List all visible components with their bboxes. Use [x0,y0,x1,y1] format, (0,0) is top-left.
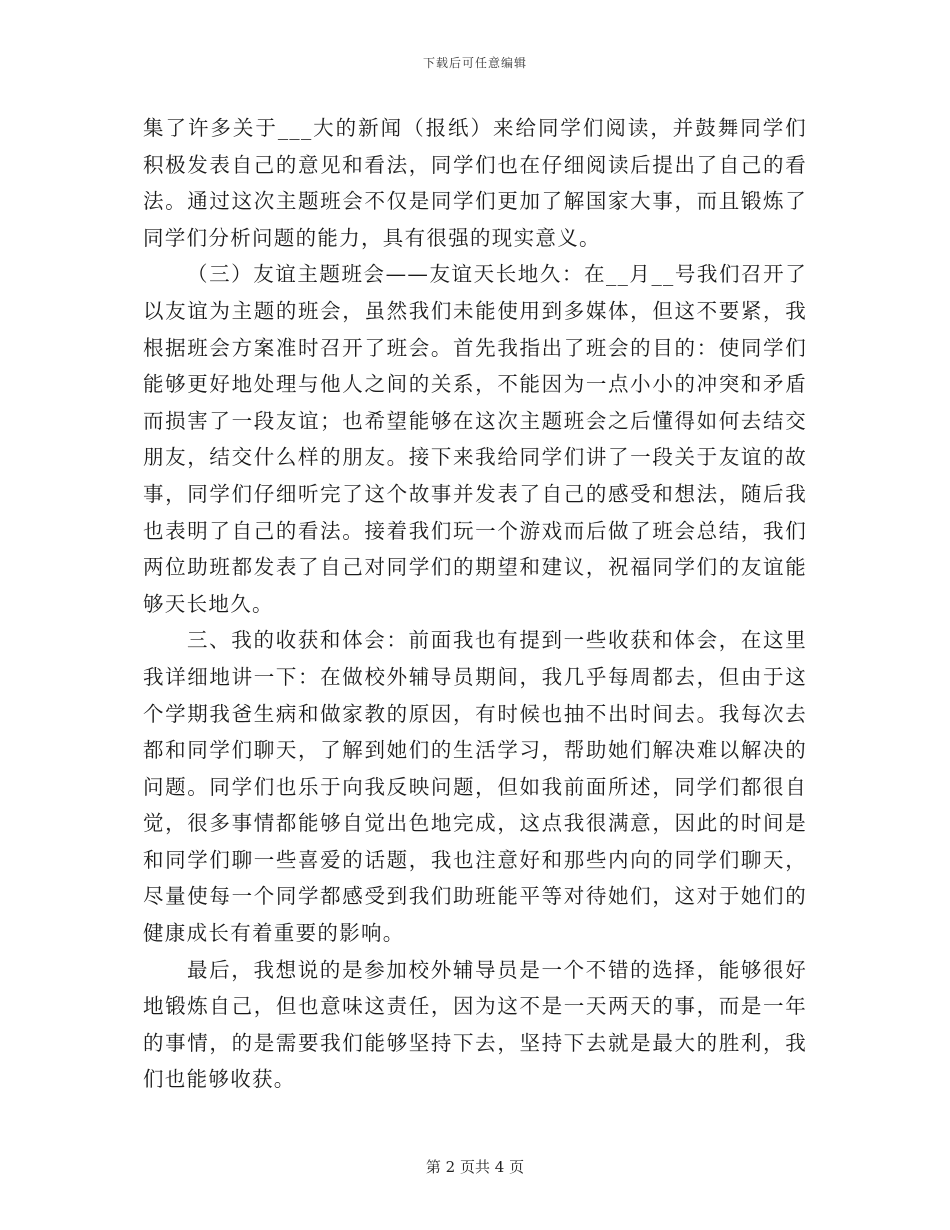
paragraph-friendship-class-meeting: （三）友谊主题班会——友谊天长地久：在__月__号我们召开了以友谊为主题的班会，虽然我们未能使用到多媒体，但这不要紧，我根据班会方案准时召开了班会。首先我指出了班会的目的：使同学们能够更好地处理与他人之间的关系，不能因为一点小小的冲突和矛盾而损害了一段友谊；也希望能够在这次主题班会之后懂得如何去结交朋友，结交什么样的朋友。接下来我给同学们讲了一段关于友谊的故事，同学们仔细听完了这个故事并发表了自己的感受和想法，随后我也表明了自己的看法。接着我们玩一个游戏而后做了班会总结，我们两位助班都发表了自己对同学们的期望和建议，祝福同学们的友谊能够天长地久。 [143,262,807,616]
paragraph-gains-and-experience: 三、我的收获和体会：前面我也有提到一些收获和体会，在这里我详细地讲一下：在做校外辅导员期间，我几乎每周都去，但由于这个学期我爸生病和做家教的原因，有时候也抽不出时间去。我每次去都和同学们聊天，了解到她们的生活学习，帮助她们解决难以解决的问题。同学们也乐于向我反映问题，但如我前面所述，同学们都很自觉，很多事情都能够自觉出色地完成，这点我很满意，因此的时间是和同学们聊一些喜爱的话题，我也注意好和那些内向的同学们聊天，尽量使每一个同学都感受到我们助班能平等对待她们，这对于她们的健康成长有着重要的影响。 [143,628,807,946]
page-number-footer: 第 2 页共 4 页 [425,1158,525,1176]
page-header: 下载后可任意编辑 [422,56,527,70]
document-body [143,110,807,1098]
paragraph-news-reading: 集了许多关于___大的新闻（报纸）来给同学们阅读，并鼓舞同学们积极发表自己的意见和看法，同学们也在仔细阅读后提出了自己的看法。通过这次主题班会不仅是同学们更加了解国家大事，而且锻炼了同学们分析问题的能力，具有很强的现实意义。 [143,116,807,250]
paragraph-conclusion: 最后，我想说的是参加校外辅导员是一个不错的选择，能够很好地锻炼自己，但也意味这责任，因为这不是一天两天的事，而是一年的事情，的是需要我们能够坚持下去，坚持下去就是最大的胜利，我们也能够收获。 [143,957,807,1092]
